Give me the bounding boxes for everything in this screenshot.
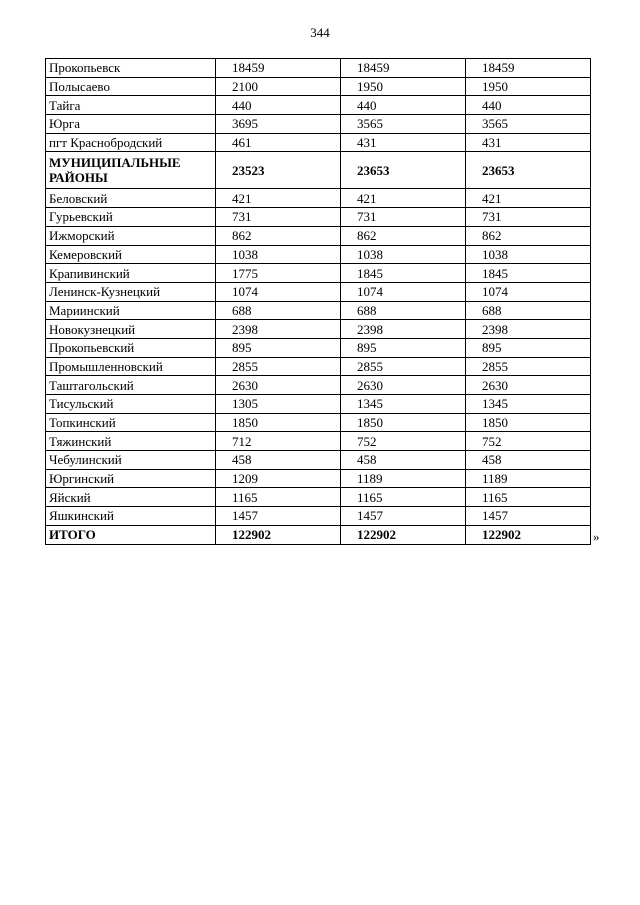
row-value-2-cell: 421 — [341, 189, 466, 208]
row-value-3-cell: 1457 — [466, 507, 591, 526]
row-value-3-cell: 3565 — [466, 115, 591, 134]
row-value-2-cell: 1850 — [341, 413, 466, 432]
row-value-1-cell: 1457 — [216, 507, 341, 526]
row-name-cell: Юрга — [46, 115, 216, 134]
row-value-2-cell: 2398 — [341, 320, 466, 339]
row-name-cell: Яйский — [46, 488, 216, 507]
row-value-2-cell: 3565 — [341, 115, 466, 134]
row-name-cell: Тайга — [46, 96, 216, 115]
row-value-3-cell: 122902 — [466, 525, 591, 544]
row-value-1-cell: 1850 — [216, 413, 341, 432]
page-number: 344 — [310, 25, 330, 40]
row-value-2-cell: 895 — [341, 338, 466, 357]
row-value-1-cell: 895 — [216, 338, 341, 357]
row-value-3-cell: 731 — [466, 208, 591, 227]
row-value-1-cell: 1074 — [216, 282, 341, 301]
table-row — [46, 282, 591, 301]
row-name-cell: пгт Краснобродский — [46, 133, 216, 152]
row-value-1-cell: 458 — [216, 451, 341, 470]
row-value-3-cell: 688 — [466, 301, 591, 320]
table-row — [46, 357, 591, 376]
table-row — [46, 133, 591, 152]
row-value-2-cell: 458 — [341, 451, 466, 470]
table-row — [46, 451, 591, 470]
row-value-3-cell: 1165 — [466, 488, 591, 507]
row-value-1-cell: 712 — [216, 432, 341, 451]
row-value-2-cell: 122902 — [341, 525, 466, 544]
row-name-cell: Кемеровский — [46, 245, 216, 264]
row-value-1-cell: 688 — [216, 301, 341, 320]
row-value-2-cell: 752 — [341, 432, 466, 451]
row-value-2-cell: 23653 — [341, 152, 466, 189]
table-row — [46, 488, 591, 507]
row-value-1-cell: 421 — [216, 189, 341, 208]
table-row — [46, 189, 591, 208]
row-name-cell: Прокопьевский — [46, 338, 216, 357]
table-row — [46, 208, 591, 227]
row-value-1-cell: 18459 — [216, 59, 341, 78]
row-value-3-cell: 862 — [466, 226, 591, 245]
row-value-1-cell: 1165 — [216, 488, 341, 507]
row-value-1-cell: 2100 — [216, 77, 341, 96]
row-value-3-cell: 458 — [466, 451, 591, 470]
table-row — [46, 376, 591, 395]
row-value-3-cell: 23653 — [466, 152, 591, 189]
row-value-3-cell: 895 — [466, 338, 591, 357]
row-value-3-cell: 431 — [466, 133, 591, 152]
row-value-3-cell: 1038 — [466, 245, 591, 264]
table-row — [46, 301, 591, 320]
row-name-cell: Тисульский — [46, 395, 216, 414]
table-row — [46, 432, 591, 451]
row-name-cell: Яшкинский — [46, 507, 216, 526]
row-value-3-cell: 1845 — [466, 264, 591, 283]
row-value-3-cell: 18459 — [466, 59, 591, 78]
row-name-cell: Чебулинский — [46, 451, 216, 470]
row-value-2-cell: 1165 — [341, 488, 466, 507]
row-value-3-cell: 1850 — [466, 413, 591, 432]
row-value-3-cell: 440 — [466, 96, 591, 115]
row-value-3-cell: 752 — [466, 432, 591, 451]
row-name-cell: Тяжинский — [46, 432, 216, 451]
table-row — [46, 59, 591, 78]
row-value-1-cell: 3695 — [216, 115, 341, 134]
row-name-cell: Ленинск-Кузнецкий — [46, 282, 216, 301]
row-value-2-cell: 431 — [341, 133, 466, 152]
row-name-cell: Таштагольский — [46, 376, 216, 395]
row-value-2-cell: 1189 — [341, 469, 466, 488]
row-value-2-cell: 731 — [341, 208, 466, 227]
table-row — [46, 264, 591, 283]
row-name-cell: МУНИЦИПАЛЬНЫЕ РАЙОНЫ — [46, 152, 216, 189]
row-value-3-cell: 1950 — [466, 77, 591, 96]
row-value-2-cell: 1457 — [341, 507, 466, 526]
table-row — [46, 152, 591, 189]
row-value-1-cell: 731 — [216, 208, 341, 227]
row-name-cell: Юргинский — [46, 469, 216, 488]
row-name-cell: Мариинский — [46, 301, 216, 320]
row-value-2-cell: 1845 — [341, 264, 466, 283]
row-value-1-cell: 1209 — [216, 469, 341, 488]
row-value-2-cell: 1074 — [341, 282, 466, 301]
table-row — [46, 245, 591, 264]
closing-quote: » — [593, 529, 600, 544]
data-table — [45, 58, 591, 545]
row-value-3-cell: 2398 — [466, 320, 591, 339]
table-row — [46, 226, 591, 245]
row-value-2-cell: 18459 — [341, 59, 466, 78]
row-value-2-cell: 1950 — [341, 77, 466, 96]
table-row — [46, 525, 591, 544]
row-value-3-cell: 421 — [466, 189, 591, 208]
row-name-cell: ИТОГО — [46, 525, 216, 544]
row-value-1-cell: 2630 — [216, 376, 341, 395]
row-value-2-cell: 688 — [341, 301, 466, 320]
row-value-2-cell: 440 — [341, 96, 466, 115]
row-value-2-cell: 1345 — [341, 395, 466, 414]
table-row — [46, 395, 591, 414]
table-body — [46, 59, 591, 545]
table-row — [46, 507, 591, 526]
row-value-1-cell: 2855 — [216, 357, 341, 376]
table-row — [46, 413, 591, 432]
row-value-1-cell: 2398 — [216, 320, 341, 339]
table-row — [46, 115, 591, 134]
table-row — [46, 469, 591, 488]
row-name-cell: Полысаево — [46, 77, 216, 96]
row-value-1-cell: 23523 — [216, 152, 341, 189]
row-value-2-cell: 2630 — [341, 376, 466, 395]
table-row — [46, 77, 591, 96]
row-name-cell: Промышленновский — [46, 357, 216, 376]
row-name-cell: Новокузнецкий — [46, 320, 216, 339]
row-value-3-cell: 1189 — [466, 469, 591, 488]
row-name-cell: Топкинский — [46, 413, 216, 432]
row-value-3-cell: 2855 — [466, 357, 591, 376]
row-name-cell: Ижморский — [46, 226, 216, 245]
row-value-3-cell: 1345 — [466, 395, 591, 414]
row-name-cell: Гурьевский — [46, 208, 216, 227]
row-value-1-cell: 1305 — [216, 395, 341, 414]
row-value-3-cell: 2630 — [466, 376, 591, 395]
row-value-1-cell: 862 — [216, 226, 341, 245]
row-value-3-cell: 1074 — [466, 282, 591, 301]
row-value-1-cell: 461 — [216, 133, 341, 152]
table-row — [46, 96, 591, 115]
row-value-1-cell: 440 — [216, 96, 341, 115]
row-value-2-cell: 2855 — [341, 357, 466, 376]
row-name-cell: Беловский — [46, 189, 216, 208]
row-value-2-cell: 1038 — [341, 245, 466, 264]
row-name-cell: Крапивинский — [46, 264, 216, 283]
row-value-1-cell: 1775 — [216, 264, 341, 283]
table-row — [46, 320, 591, 339]
row-value-2-cell: 862 — [341, 226, 466, 245]
table-row — [46, 338, 591, 357]
row-value-1-cell: 122902 — [216, 525, 341, 544]
row-value-1-cell: 1038 — [216, 245, 341, 264]
row-name-cell: Прокопьевск — [46, 59, 216, 78]
